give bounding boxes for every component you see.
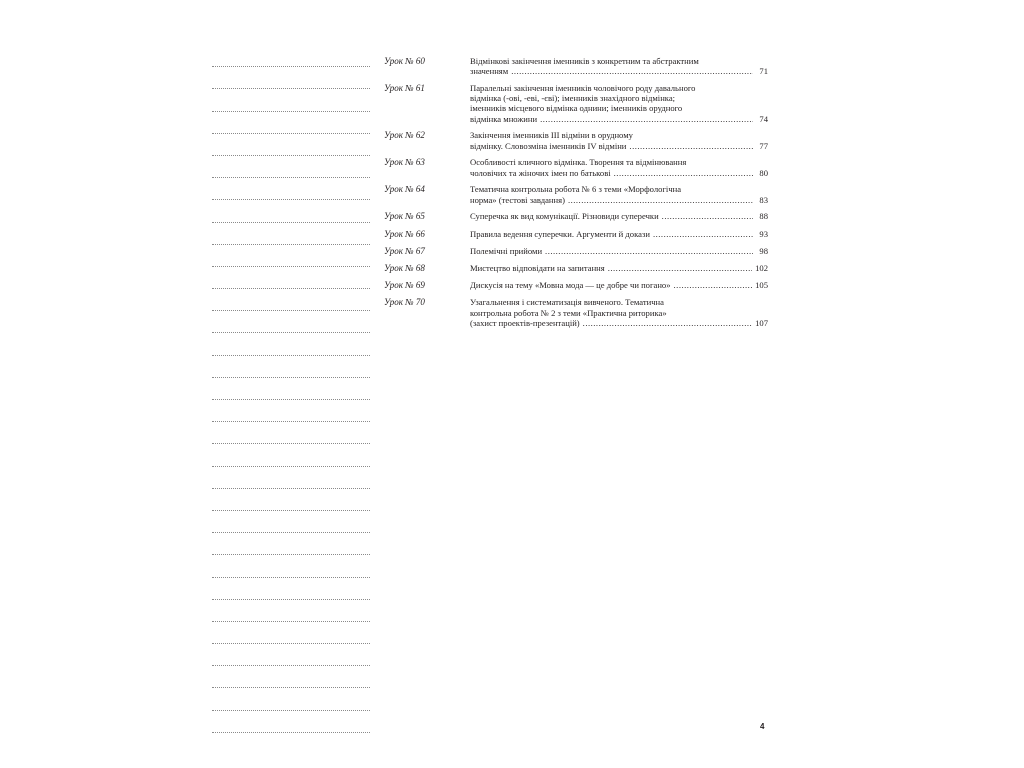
note-line (212, 644, 370, 666)
note-line (212, 134, 370, 156)
note-line (212, 223, 370, 245)
note-line (212, 533, 370, 555)
title-last-line: (захист проектів-презентацій) (470, 317, 580, 328)
lesson-title (470, 263, 768, 274)
page-ref: 102 (755, 262, 768, 273)
title-line: відмінка (-ові, -еві, -єві); іменників знахідного відмінка; (470, 93, 676, 104)
title-line: Тематична контрольна робота № 6 з теми «Морфологічна (470, 184, 682, 195)
page-ref: 105 (755, 280, 768, 291)
note-line (212, 444, 370, 466)
lesson-title (470, 157, 768, 177)
page-ref: 80 (759, 167, 768, 178)
title-last-line: значенням (470, 66, 509, 77)
note-line (212, 356, 370, 378)
title-last-line: норма» (тестові завдання) (470, 194, 565, 205)
note-line (212, 422, 370, 444)
title-line: Закінчення іменників ІІІ відміни в орудному (470, 130, 633, 141)
note-line (212, 467, 370, 489)
title-last-line: Дискусія на тему «Мовна мода — це добре чи погано» (470, 280, 671, 291)
note-line (212, 156, 370, 178)
dot-leader (614, 168, 753, 178)
dot-leader (568, 195, 753, 205)
lesson-title (470, 56, 768, 76)
title-last-line: Мистецтво відповідати на запитання (470, 262, 605, 273)
lesson-title (470, 184, 768, 204)
title-last-line: відмінку. Словозміна іменників IV відміни (470, 140, 627, 151)
note-line (212, 711, 370, 733)
lesson-number: Урок № 66 (384, 228, 425, 239)
toc-entry (384, 297, 770, 328)
lesson-number: Урок № 69 (384, 280, 425, 291)
dot-leader (674, 280, 753, 290)
lesson-number: Урок № 68 (384, 262, 425, 273)
dot-leader (653, 229, 753, 239)
page-ref: 74 (759, 113, 768, 124)
note-line (212, 200, 370, 222)
note-line (212, 333, 370, 355)
dot-leader (583, 318, 752, 328)
dot-leader (545, 246, 753, 256)
toc-entry (384, 83, 770, 124)
title-line: Паралельні закінчення іменників чоловічого роду давального (470, 83, 696, 93)
lesson-number: Урок № 64 (384, 184, 425, 195)
note-line (212, 666, 370, 688)
title-last-line: відмінка множини (470, 113, 538, 124)
lesson-title (470, 246, 768, 257)
title-last-line: чоловічих та жіночих імен по батькові (470, 167, 611, 178)
note-line (212, 400, 370, 422)
note-line (212, 45, 370, 67)
toc-entry (384, 263, 770, 274)
title-line: Особливості кличного відмінка. Творення та відмінювання (470, 157, 687, 168)
dot-leader (662, 211, 753, 221)
title-line: Узагальнення і систематизація вивченого. Тематична (470, 297, 664, 308)
note-line (212, 311, 370, 333)
dot-leader (511, 66, 753, 76)
title-line: контрольна робота № 2 з теми «Практична риторика» (470, 307, 667, 318)
note-line (212, 578, 370, 600)
toc-entry (384, 211, 770, 222)
lesson-title (470, 280, 768, 291)
title-line: Відмінкові закінчення іменників з конкретним та абстрактним (470, 56, 699, 66)
title-last-line: Суперечка як вид комунікації. Різновиди суперечки (470, 211, 659, 222)
note-line (212, 89, 370, 111)
dot-leader (608, 263, 752, 273)
page-ref: 98 (759, 245, 768, 256)
toc-entry (384, 56, 770, 76)
note-line (212, 178, 370, 200)
note-line (212, 245, 370, 267)
toc-entry (384, 229, 770, 240)
toc-entry (384, 246, 770, 257)
title-line: іменників місцевого відмінка однини; іменників орудного (470, 103, 683, 114)
page-ref: 71 (759, 66, 768, 77)
lesson-title (470, 83, 768, 124)
notes-lines (212, 45, 370, 733)
note-line (212, 112, 370, 134)
note-line (212, 688, 370, 710)
note-line (212, 622, 370, 644)
note-line (212, 511, 370, 533)
lesson-number: Урок № 61 (384, 83, 425, 93)
lesson-number: Урок № 70 (384, 297, 425, 308)
lesson-number: Урок № 62 (384, 130, 425, 141)
title-last-line: Полемічні прийоми (470, 245, 543, 256)
note-line (212, 267, 370, 289)
page-ref: 83 (759, 194, 768, 205)
dot-leader (629, 141, 753, 151)
note-line (212, 489, 370, 511)
lesson-title (470, 211, 768, 222)
page-ref: 77 (759, 140, 768, 151)
lesson-number: Урок № 67 (384, 245, 425, 256)
dot-leader (540, 114, 753, 124)
toc-entry (384, 157, 770, 177)
note-line (212, 67, 370, 89)
note-line (212, 555, 370, 577)
lesson-number: Урок № 63 (384, 157, 425, 168)
lesson-title (470, 130, 768, 150)
page-ref: 107 (755, 317, 768, 328)
note-line (212, 378, 370, 400)
title-last-line: Правила ведення суперечки. Аргументи й докази (470, 228, 650, 239)
toc-entry (384, 184, 770, 204)
toc-entry (384, 280, 770, 291)
page-number: 4 (760, 722, 765, 731)
lesson-title (470, 229, 768, 240)
table-of-contents (384, 56, 770, 335)
page-ref: 93 (759, 228, 768, 239)
lesson-number: Урок № 60 (384, 56, 425, 66)
note-line (212, 289, 370, 311)
lesson-number: Урок № 65 (384, 211, 425, 222)
page-ref: 88 (759, 211, 768, 222)
lesson-title (470, 297, 768, 328)
toc-entry (384, 130, 770, 150)
note-line (212, 600, 370, 622)
